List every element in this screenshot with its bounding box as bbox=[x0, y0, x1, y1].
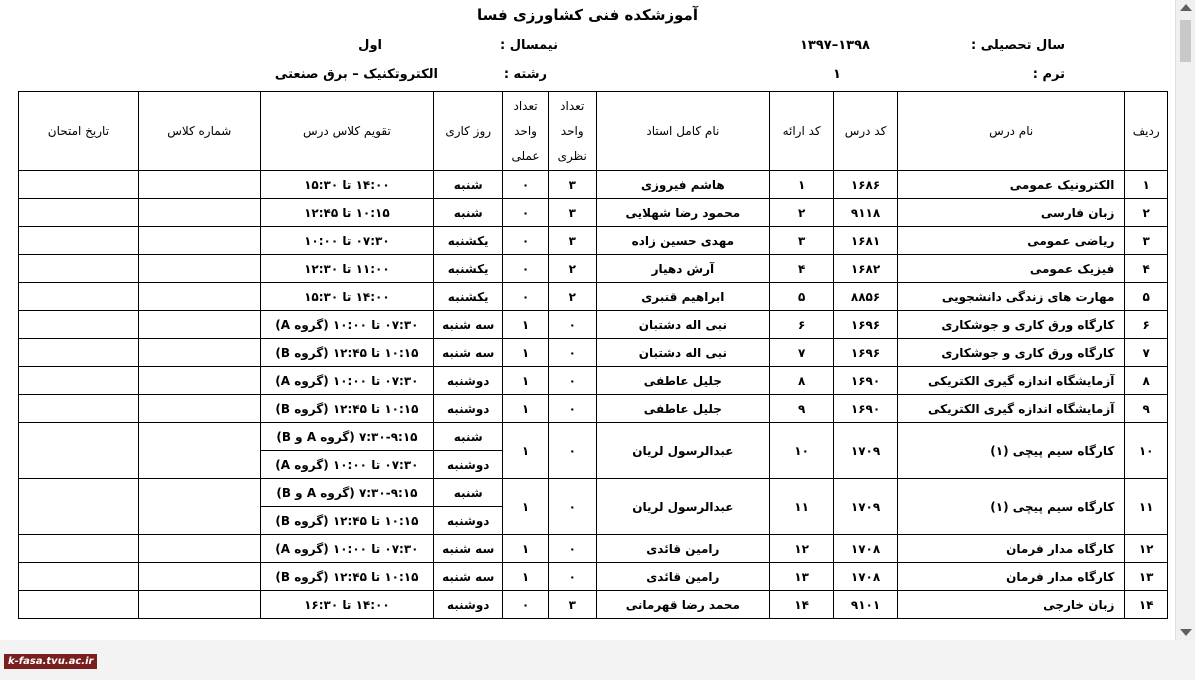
class-number-cell bbox=[138, 535, 260, 563]
offer-code-cell: ۱۴ bbox=[770, 591, 834, 619]
course-name-cell: الکترونیک عمومی bbox=[898, 171, 1125, 199]
work-day-cell: دوشنبه bbox=[434, 591, 503, 619]
course-name-cell: ریاضی عمومی bbox=[898, 227, 1125, 255]
table-row bbox=[19, 591, 1168, 619]
practical-units-cell: ۰ bbox=[503, 591, 549, 619]
semester-label: نیمسال : bbox=[499, 38, 558, 53]
offer-code-cell: ۲ bbox=[770, 199, 834, 227]
offer-code-cell: ۴ bbox=[770, 255, 834, 283]
teacher-cell: نبی اله دشتبان bbox=[596, 311, 770, 339]
work-day-cell: شنبه bbox=[434, 423, 503, 451]
year-value: ۱۳۹۸–۱۳۹۷ bbox=[800, 38, 870, 53]
course-code-cell: ۱۶۸۱ bbox=[834, 227, 898, 255]
teacher-cell: نبی اله دشتبان bbox=[596, 339, 770, 367]
schedule-cell: ۱۰:۱۵ تا ۱۲:۴۵ (گروه B) bbox=[260, 507, 434, 535]
class-number-cell bbox=[138, 339, 260, 367]
term-label: ترم : bbox=[1032, 67, 1065, 82]
table-row bbox=[19, 255, 1168, 283]
scroll-thumb[interactable] bbox=[1180, 20, 1191, 62]
theory-units-cell: ۲ bbox=[548, 255, 596, 283]
course-name-cell: کارگاه ورق کاری و جوشکاری bbox=[898, 311, 1125, 339]
class-number-cell bbox=[138, 311, 260, 339]
row-number-cell: ۲ bbox=[1125, 199, 1168, 227]
theory-units-cell: ۰ bbox=[548, 311, 596, 339]
header-teacher: نام کامل استاد bbox=[596, 92, 770, 171]
teacher-cell: عبدالرسول لریان bbox=[596, 479, 770, 535]
schedule-cell: ۰۷:۳۰ تا ۱۰:۰۰ (گروه A) bbox=[260, 535, 434, 563]
class-number-cell bbox=[138, 479, 260, 535]
schedule-cell: ۷:۳۰-۹:۱۵ (گروه A و B) bbox=[260, 479, 434, 507]
course-name-cell: آزمایشگاه اندازه گیری الکتریکی bbox=[898, 367, 1125, 395]
theory-units-cell: ۰ bbox=[548, 535, 596, 563]
semester-value: اول bbox=[358, 38, 382, 53]
header-theory-units: تعداد واحد نظری bbox=[548, 92, 596, 171]
schedule-cell: ۷:۳۰-۹:۱۵ (گروه A و B) bbox=[260, 423, 434, 451]
major-label: رشته : bbox=[503, 67, 547, 82]
theory-units-cell: ۰ bbox=[548, 339, 596, 367]
site-watermark: k-fasa.tvu.ac.ir bbox=[4, 654, 97, 669]
theory-units-cell: ۰ bbox=[548, 423, 596, 479]
teacher-cell: آرش دهیار bbox=[596, 255, 770, 283]
year-label: سال تحصیلی : bbox=[970, 38, 1065, 53]
schedule-cell: ۱۰:۱۵ تا ۱۲:۴۵ bbox=[260, 199, 434, 227]
course-code-cell: ۱۶۸۲ bbox=[834, 255, 898, 283]
major-value: الکتروتکنیک – برق صنعتی bbox=[274, 67, 438, 82]
course-name-cell: کارگاه مدار فرمان bbox=[898, 563, 1125, 591]
class-number-cell bbox=[138, 227, 260, 255]
course-name-cell: مهارت های زندگی دانشجویی bbox=[898, 283, 1125, 311]
practical-units-cell: ۰ bbox=[503, 199, 549, 227]
page-title: آموزشکده فنی کشاورزی فسا bbox=[477, 6, 698, 24]
theory-units-cell: ۳ bbox=[548, 591, 596, 619]
course-code-cell: ۱۶۹۰ bbox=[834, 367, 898, 395]
offer-code-cell: ۱۱ bbox=[770, 479, 834, 535]
header-schedule: تقویم کلاس درس bbox=[260, 92, 434, 171]
teacher-cell: محمد رضا قهرمانی bbox=[596, 591, 770, 619]
work-day-cell: شنبه bbox=[434, 171, 503, 199]
header-exam-date: تاریخ امتحان bbox=[19, 92, 139, 171]
practical-units-cell: ۱ bbox=[503, 423, 549, 479]
work-day-cell: سه شنبه bbox=[434, 563, 503, 591]
row-number-cell: ۱۱ bbox=[1125, 479, 1168, 535]
row-number-cell: ۱۴ bbox=[1125, 591, 1168, 619]
row-number-cell: ۵ bbox=[1125, 283, 1168, 311]
schedule-cell: ۱۴:۰۰ تا ۱۶:۳۰ bbox=[260, 591, 434, 619]
table-row bbox=[19, 283, 1168, 311]
work-day-cell: شنبه bbox=[434, 479, 503, 507]
scroll-up-arrow-icon[interactable] bbox=[1180, 4, 1192, 11]
class-number-cell bbox=[138, 563, 260, 591]
row-number-cell: ۶ bbox=[1125, 311, 1168, 339]
table-header-row bbox=[19, 92, 1168, 171]
work-day-cell: دوشنبه bbox=[434, 507, 503, 535]
exam-date-cell bbox=[19, 227, 139, 255]
theory-units-cell: ۳ bbox=[548, 227, 596, 255]
course-code-cell: ۸۸۵۶ bbox=[834, 283, 898, 311]
theory-units-cell: ۲ bbox=[548, 283, 596, 311]
schedule-cell: ۰۷:۳۰ تا ۱۰:۰۰ (گروه A) bbox=[260, 451, 434, 479]
row-number-cell: ۱۲ bbox=[1125, 535, 1168, 563]
practical-units-cell: ۰ bbox=[503, 283, 549, 311]
teacher-cell: هاشم فیروزی bbox=[596, 171, 770, 199]
practical-units-cell: ۱ bbox=[503, 339, 549, 367]
class-number-cell bbox=[138, 199, 260, 227]
exam-date-cell bbox=[19, 171, 139, 199]
course-name-cell: کارگاه مدار فرمان bbox=[898, 535, 1125, 563]
course-code-cell: ۱۶۸۶ bbox=[834, 171, 898, 199]
exam-date-cell bbox=[19, 311, 139, 339]
header-work-day: روز کاری bbox=[434, 92, 503, 171]
course-name-cell: زبان خارجی bbox=[898, 591, 1125, 619]
exam-date-cell bbox=[19, 395, 139, 423]
table-row bbox=[19, 423, 1168, 451]
teacher-cell: جلیل عاطفی bbox=[596, 367, 770, 395]
table-body bbox=[19, 171, 1168, 619]
header-course-code: کد درس bbox=[834, 92, 898, 171]
exam-date-cell bbox=[19, 339, 139, 367]
row-number-cell: ۱۳ bbox=[1125, 563, 1168, 591]
offer-code-cell: ۳ bbox=[770, 227, 834, 255]
schedule-cell: ۱۰:۱۵ تا ۱۲:۴۵ (گروه B) bbox=[260, 395, 434, 423]
work-day-cell: یکشنبه bbox=[434, 255, 503, 283]
practical-units-cell: ۰ bbox=[503, 255, 549, 283]
practical-units-cell: ۱ bbox=[503, 535, 549, 563]
course-code-cell: ۱۶۹۶ bbox=[834, 339, 898, 367]
table-row bbox=[19, 339, 1168, 367]
teacher-cell: ابراهیم قنبری bbox=[596, 283, 770, 311]
exam-date-cell bbox=[19, 563, 139, 591]
exam-date-cell bbox=[19, 423, 139, 479]
vertical-scrollbar[interactable] bbox=[1175, 0, 1195, 640]
theory-units-cell: ۰ bbox=[548, 367, 596, 395]
row-number-cell: ۹ bbox=[1125, 395, 1168, 423]
teacher-cell: جلیل عاطفی bbox=[596, 395, 770, 423]
schedule-cell: ۱۰:۱۵ تا ۱۲:۴۵ (گروه B) bbox=[260, 339, 434, 367]
header-practical-units: تعداد واحد عملی bbox=[503, 92, 549, 171]
schedule-cell: ۰۷:۳۰ تا ۱۰:۰۰ (گروه A) bbox=[260, 311, 434, 339]
work-day-cell: سه شنبه bbox=[434, 339, 503, 367]
course-code-cell: ۱۷۰۸ bbox=[834, 535, 898, 563]
course-code-cell: ۹۱۱۸ bbox=[834, 199, 898, 227]
schedule-cell: ۰۷:۳۰ تا ۱۰:۰۰ (گروه A) bbox=[260, 367, 434, 395]
class-number-cell bbox=[138, 591, 260, 619]
offer-code-cell: ۶ bbox=[770, 311, 834, 339]
teacher-cell: محمود رضا شهلایی bbox=[596, 199, 770, 227]
exam-date-cell bbox=[19, 283, 139, 311]
offer-code-cell: ۵ bbox=[770, 283, 834, 311]
work-day-cell: یکشنبه bbox=[434, 227, 503, 255]
course-name-cell: کارگاه سیم پیچی (۱) bbox=[898, 479, 1125, 535]
class-number-cell bbox=[138, 423, 260, 479]
course-name-cell: آزمایشگاه اندازه گیری الکتریکی bbox=[898, 395, 1125, 423]
table-row bbox=[19, 227, 1168, 255]
course-code-cell: ۱۷۰۹ bbox=[834, 423, 898, 479]
theory-units-cell: ۰ bbox=[548, 479, 596, 535]
row-number-cell: ۱ bbox=[1125, 171, 1168, 199]
practical-units-cell: ۰ bbox=[503, 227, 549, 255]
course-name-cell: زبان فارسی bbox=[898, 199, 1125, 227]
theory-units-cell: ۳ bbox=[548, 199, 596, 227]
offer-code-cell: ۱۳ bbox=[770, 563, 834, 591]
exam-date-cell bbox=[19, 535, 139, 563]
footer-bar bbox=[0, 640, 1195, 680]
table-row bbox=[19, 367, 1168, 395]
schedule-cell: ۱۱:۰۰ تا ۱۲:۳۰ bbox=[260, 255, 434, 283]
work-day-cell: دوشنبه bbox=[434, 395, 503, 423]
row-number-cell: ۱۰ bbox=[1125, 423, 1168, 479]
theory-units-cell: ۳ bbox=[548, 171, 596, 199]
course-code-cell: ۱۶۹۰ bbox=[834, 395, 898, 423]
header-course-name: نام درس bbox=[898, 92, 1125, 171]
offer-code-cell: ۷ bbox=[770, 339, 834, 367]
header-class-number: شماره کلاس bbox=[138, 92, 260, 171]
practical-units-cell: ۱ bbox=[503, 395, 549, 423]
practical-units-cell: ۱ bbox=[503, 479, 549, 535]
table-row bbox=[19, 395, 1168, 423]
row-number-cell: ۳ bbox=[1125, 227, 1168, 255]
theory-units-cell: ۰ bbox=[548, 563, 596, 591]
offer-code-cell: ۸ bbox=[770, 367, 834, 395]
work-day-cell: دوشنبه bbox=[434, 451, 503, 479]
exam-date-cell bbox=[19, 199, 139, 227]
class-number-cell bbox=[138, 255, 260, 283]
work-day-cell: سه شنبه bbox=[434, 535, 503, 563]
practical-units-cell: ۰ bbox=[503, 171, 549, 199]
header-row-number: ردیف bbox=[1125, 92, 1168, 171]
schedule-cell: ۰۷:۳۰ تا ۱۰:۰۰ bbox=[260, 227, 434, 255]
term-value: ۱ bbox=[833, 67, 841, 82]
practical-units-cell: ۱ bbox=[503, 367, 549, 395]
work-day-cell: یکشنبه bbox=[434, 283, 503, 311]
offer-code-cell: ۱۲ bbox=[770, 535, 834, 563]
row-number-cell: ۷ bbox=[1125, 339, 1168, 367]
table-row bbox=[19, 311, 1168, 339]
course-name-cell: کارگاه ورق کاری و جوشکاری bbox=[898, 339, 1125, 367]
schedule-cell: ۱۰:۱۵ تا ۱۲:۴۵ (گروه B) bbox=[260, 563, 434, 591]
table-row bbox=[19, 199, 1168, 227]
course-name-cell: کارگاه سیم پیچی (۱) bbox=[898, 423, 1125, 479]
exam-date-cell bbox=[19, 367, 139, 395]
theory-units-cell: ۰ bbox=[548, 395, 596, 423]
row-number-cell: ۴ bbox=[1125, 255, 1168, 283]
table-row bbox=[19, 563, 1168, 591]
exam-date-cell bbox=[19, 255, 139, 283]
row-number-cell: ۸ bbox=[1125, 367, 1168, 395]
class-number-cell bbox=[138, 395, 260, 423]
schedule-cell: ۱۴:۰۰ تا ۱۵:۳۰ bbox=[260, 171, 434, 199]
table-row bbox=[19, 479, 1168, 507]
course-schedule-table bbox=[18, 91, 1168, 619]
table-row bbox=[19, 171, 1168, 199]
exam-date-cell bbox=[19, 479, 139, 535]
offer-code-cell: ۹ bbox=[770, 395, 834, 423]
work-day-cell: سه شنبه bbox=[434, 311, 503, 339]
exam-date-cell bbox=[19, 591, 139, 619]
teacher-cell: رامین قائدی bbox=[596, 563, 770, 591]
class-number-cell bbox=[138, 367, 260, 395]
offer-code-cell: ۱۰ bbox=[770, 423, 834, 479]
class-number-cell bbox=[138, 283, 260, 311]
offer-code-cell: ۱ bbox=[770, 171, 834, 199]
course-code-cell: ۱۷۰۸ bbox=[834, 563, 898, 591]
teacher-cell: رامین قائدی bbox=[596, 535, 770, 563]
header-offer-code: کد ارائه bbox=[770, 92, 834, 171]
table-row bbox=[19, 535, 1168, 563]
practical-units-cell: ۱ bbox=[503, 311, 549, 339]
course-code-cell: ۱۷۰۹ bbox=[834, 479, 898, 535]
work-day-cell: شنبه bbox=[434, 199, 503, 227]
schedule-cell: ۱۴:۰۰ تا ۱۵:۳۰ bbox=[260, 283, 434, 311]
class-number-cell bbox=[138, 171, 260, 199]
scroll-down-arrow-icon[interactable] bbox=[1180, 629, 1192, 636]
work-day-cell: دوشنبه bbox=[434, 367, 503, 395]
course-name-cell: فیزیک عمومی bbox=[898, 255, 1125, 283]
course-code-cell: ۱۶۹۶ bbox=[834, 311, 898, 339]
practical-units-cell: ۱ bbox=[503, 563, 549, 591]
course-code-cell: ۹۱۰۱ bbox=[834, 591, 898, 619]
teacher-cell: عبدالرسول لریان bbox=[596, 423, 770, 479]
teacher-cell: مهدی حسین زاده bbox=[596, 227, 770, 255]
